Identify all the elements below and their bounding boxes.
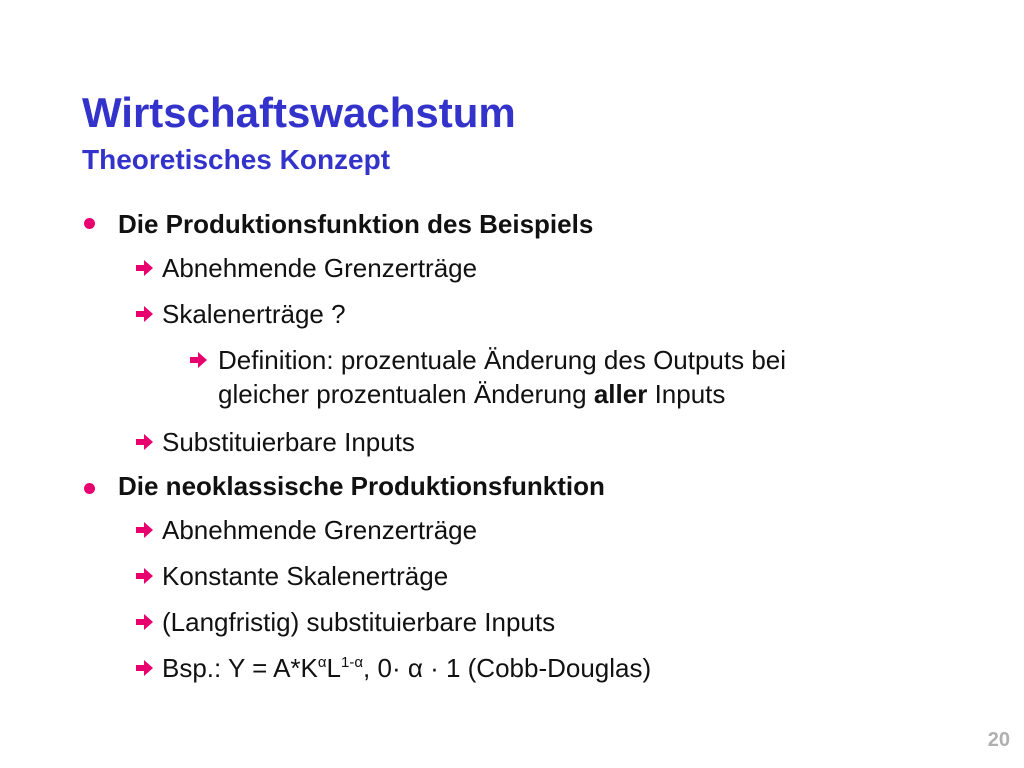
formula-prefix: Bsp.: Y = A*K: [162, 653, 318, 683]
formula-suffix: , 0· α · 1 (Cobb-Douglas): [363, 653, 652, 683]
slide-subtitle: Theoretisches Konzept: [82, 144, 391, 175]
list-item: Substituierbare Inputs: [162, 427, 415, 457]
list-item: Konstante Skalenerträge: [162, 561, 449, 591]
list-item: (Langfristig) substituierbare Inputs: [162, 607, 556, 637]
arrow-right-icon: [134, 304, 154, 324]
page-number: 20: [987, 729, 1010, 751]
list-item-continued: [218, 378, 725, 410]
text-span: Inputs: [654, 379, 726, 409]
arrow-right-icon: [134, 432, 154, 452]
arrow-right-icon: [134, 258, 154, 278]
formula-exponent: α: [317, 654, 327, 671]
section-heading: Die neoklassische Produktionsfunktion: [118, 471, 605, 501]
list-item: Abnehmende Grenzerträge: [162, 253, 478, 283]
round-bullet-icon: [84, 483, 95, 494]
list-item: Abnehmende Grenzerträge: [162, 515, 478, 545]
formula-exponent: 1-α: [341, 654, 364, 671]
slide-title: Wirtschaftswachstum: [82, 89, 516, 136]
arrow-right-icon: [188, 350, 208, 370]
text-span: gleicher prozentualen Änderung: [218, 379, 587, 409]
emphasis-text: aller: [593, 379, 648, 409]
round-bullet-icon: [84, 218, 95, 229]
arrow-right-icon: [134, 658, 154, 678]
list-item: Skalenerträge ?: [162, 299, 346, 329]
arrow-right-icon: [134, 520, 154, 540]
formula-item: [162, 652, 651, 684]
arrow-right-icon: [134, 566, 154, 586]
list-item: Definition: prozentuale Änderung des Outputs bei: [218, 345, 787, 375]
arrow-right-icon: [134, 612, 154, 632]
section-heading: Die Produktionsfunktion des Beispiels: [118, 209, 594, 239]
formula-mid: L: [326, 653, 342, 683]
